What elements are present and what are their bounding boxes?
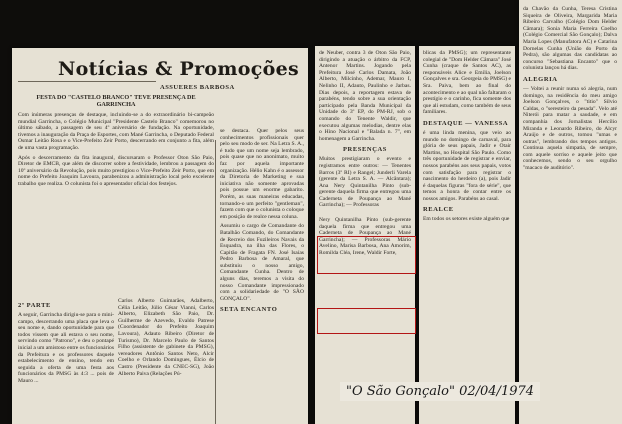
- highlight-box-caderneta: [317, 236, 416, 274]
- article-paragraph: de Neuber, contra 3 de Oton São Paio, dirigindo a atuação o árbitro da FCP, Antenor Martins. Jogando pela Prefeitura José Carlos Damata, João Alberto, Milcinho, Ademar, Mauro I, Nelinho II, Adauto, Paulinho e Jarbas. Dias depois, a reportagem estava de parabéns, tendo sobre a sua orientação participado pela Banda Municipal da Unidade do 3º EP, do PM-RJ, sob o comando do Tenente Waldir, que executou algumas melodias, dentre elas o Hino Nacional e "Balada n. 7", em homenagem a Garrincha.: [319, 50, 411, 142]
- article-paragraph: Após o descerramento da fita inaugural, discursaram o Professor Oton São Paio, Diretor de EMCB, que além de discorrer sobre a festividade, lembrou a passagem do 10º aniversário da Revolução, pois muito prestigiou o Vice-Prefeito Zeir Porto, que em nome do Prefeito Joaquim Lavoura, parabenizou a administração local pelo excelente trabalho que realiza. O colunista foi o apresentador oficial dos festejos.: [18, 154, 214, 187]
- section-heading: PRESENÇAS: [342, 146, 388, 154]
- column-title: Notícias & Promoções: [58, 58, 299, 80]
- article-headline: FESTA DO "CASTELO BRANCO" TEVE PRESENÇA DE GARRINCHA: [36, 94, 196, 108]
- article-paragraph: A seguir, Garrincha dirigiu-se para o mini-campo, descerrando uma placa que leva o seu nome e, dando oportunidade para que todos vissem que ali estava o seu nome, servindo como "Patrono", e deu o pontapé inicial a um amistoso entre os funcionários da Prefeitura e os professores daquele estabelecimento de ensino, tendo em seguida a oferta de uma festa aos funcionários da PMSG às 4:3 ... pois de Mauro ...: [18, 312, 114, 384]
- section-heading: SETA ENCANTO: [220, 306, 278, 314]
- section-heading: ALEGRIA: [523, 75, 558, 83]
- clipping-main: [12, 48, 308, 424]
- article-paragraph: Carlos Alberto Guimarães, Adalberto, Célia Leitão, Júlio César Vianni, Carlos Alberto, Elizabeth São Paio, Dr. Guilherme de Azevedo, Evaldo Patrese (Coordenador do Prefeito Joaquim Lavoura), Adauto Ribeiro (Diretor de Turismo), Dr. Marcelo Paulo de Santos Filho (assistente de gabinete da PMSG), vereadores Antônio Santos Neto, Alcir Coelho e Orlando Domingues, Élcio de Castro (Presidente da CNEC-SG), João Alberto Paiva (Relações Pú-: [118, 298, 214, 377]
- article-middle-subcolumn: [118, 298, 214, 424]
- clipping-destaque: [419, 46, 515, 424]
- alegria-column: [523, 6, 617, 422]
- section-heading: DESTAQUE — VANESSA: [423, 119, 509, 127]
- article-paragraph: Nery Quintanilha Pinto (sub-gerente daquela firma que entregou uma Caderneta de Poupança ao Mané Garrincha); — Professoras Mário Avelino, Marisa Barbosa, Ana Amorim, Romilda Cléa, Irene, Waldir Forte,: [319, 217, 411, 257]
- source-caption: "O São Gonçalo" 02/04/1974: [340, 382, 540, 401]
- clipping-alegria: [519, 0, 622, 424]
- article-paragraph: Com inúmeras presenças de destaque, incluindo-se a do extraordinário bi-campeão mundial Garrincha, o Colégio Municipal "Presidente Castelo Branco" comemorou no último sábado, a passagem de seu 4º aniversário de fundação. Na oportunidade, tivemos a inauguração da Praça de Esportes, com Mané Garrincha, o Deputado Federal Osmar Leitão Rosa e o Vice-Prefeito Zeir Porto, descerrando em conjunto a fita, além de uma vasta programação.: [18, 112, 214, 151]
- highlight-box-nery: [317, 308, 416, 334]
- article-paragraph: Em todos os setores existe alguém que: [423, 216, 510, 223]
- section-heading: 2ª PARTE: [18, 302, 51, 309]
- article-paragraph: Muitos prestigiaram o evento e registramos entre outros: — Tenentes Barros (3º RI) e Rangel; Junderli Varela (gerente da Letra S. A. — Alcântara); Ana Nery Quintanilha Pinto (sub-gerente daquela firma que entregou uma Caderneta de Poupança ao Mané Garrincha); — Professoras: [319, 156, 411, 209]
- title-underline: [18, 81, 156, 82]
- article-right-column: [220, 128, 304, 424]
- article-left-column: [18, 94, 214, 294]
- column-divider: [215, 140, 216, 424]
- article-paragraph: se destaca. Quer pelos seus conhecimentos profissionais quer pelo seu modo de ser. Na Letra S. A., é tudo que um nome seja lembrado, pois quase que no anonimato, muito faz por aquela importante organização. Hélio Kahn é o assessor da Diretoria de Marketing e sua iniciativa não somente aprovadas pois possue um enorme gabarito. Porém, as suas maneiras educadas, tornando-o um perfeito "gentleman", fazem com que o colunista o coloque em posição de realce nessa coluna.: [220, 128, 304, 220]
- article-paragraph: blicas da PMSG); um representante colegial de "Dom Helder Câmara" José Cunha (craque de Santos AC), as responsáveis Alice e Emília, Joelson Gonçalves e sra. Georgeia do PMSG) e Sra. Paiva, bem ao final do acontecimento e ao qual não faltaram o prestígio e o carinho, fica somente dos que ali estudam, como também de seus familiares.: [423, 50, 511, 116]
- article-paragraph: — Voltei a reunir numa só alegria, num domingo, na residência do meu amigo Joelson Gonçalves, o "titio" Silvio Caldas, o "seresteiro da pesada". Velo até Niterói para matar a saudade, e em companhia dos Jornalistas Hercílio Miranda e Leonardo Ribeiro, do Alcyr Araújo e de outros, tomou "umas e outras", lembrando dos tempos antigos. Continua aquela simpatia, de sempre, com aquele sorriso e aquele jeito que conhecemos, sendo o seu orgulho "macaco de auditório".: [523, 85, 617, 172]
- section-heading: REALCE: [423, 206, 454, 214]
- clipping-presencas: [315, 46, 415, 424]
- article-paragraph: da Chavão da Cunha, Teresa Cristina Siqueira de Oliveira, Margarida Maria Ribeiro Carvalho (Colégio Dom Helder Câmara); Sonia Maria Ferreira Coelho (Colégio Comercial São Gonçalo); Dalva Maria Lopes (Manufatora AC) e Catarina Dornelas Cunha (União do Porto da Pedra), são algumas das candidatas ao concurso "Sebastiana Encanto" que o colunista lançou há dias.: [523, 6, 617, 72]
- article-paragraph: é uma linda menina, que veio ao mundo no domingo de carnaval, para glória de seus papais, Jadir e Otair Martins, no Hospital São Paulo. Como três oportunidade de registrar e enviar, nossos parabéns aos seus papais, votos com satisfação para registrar o nascimento do herdeiro (a), pois Jadir é daquelas figuras "fora de série", que temos a honra de contar entre os nossos amigos. Parabéns ao casal.: [423, 129, 511, 202]
- article-left-subcolumn: [18, 298, 114, 424]
- destaque-column: [423, 50, 511, 422]
- article-paragraph: Assumiu o cargo de Comandante do Batalhão Comando, do Comandante de Recreio dos Fuzileiros Navais da Esquadra, na ilha das Flores, o Capitão de Fragata FN. José Isaías Pedro Barbosa de Amaral, que substituiu o nosso amigo, Comandante Cunha. Dentro de alguns dias, teremos a visita do nosso Comandante impressionado com a solidariedade de "O SÃO GONÇALO".: [220, 223, 304, 302]
- column-byline: ASSUERES BARBOSA: [160, 84, 235, 91]
